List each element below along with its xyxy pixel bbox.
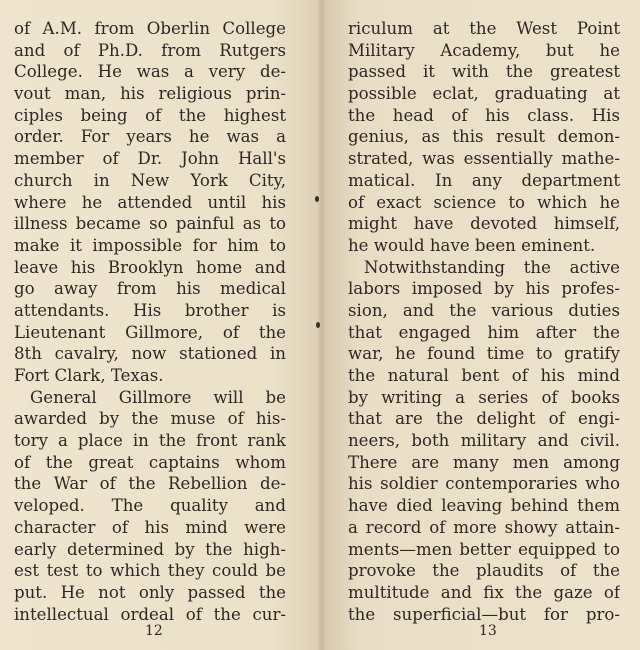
text-line: and of Ph.D. from Rutgers [14,40,286,60]
text-line: possible eclat, graduating at [348,84,620,104]
text-line: have died leaving behind them [348,496,620,516]
text-line: character of his mind were [14,517,286,537]
text-line: church in New York City, [14,170,286,190]
text-line: the superficial—but for pro- [348,604,620,624]
text-line: genius, as this result demon- [348,127,620,147]
text-line: matical. In any department [348,170,620,190]
right-page [322,0,640,650]
text-line: intellectual ordeal of the cur- [14,604,286,624]
text-line: passed it with the greatest [348,62,620,82]
right-page-number: 13 [479,623,497,639]
text-line: war, he found time to gratify [348,344,620,364]
left-page-number: 12 [145,623,163,639]
text-line: that are the delight of engi- [348,409,620,429]
text-line: strated, was essentially mathe- [348,149,620,169]
text-line: order. For years he was a [14,127,286,147]
text-line: make it impossible for him to [14,235,286,255]
text-line: of the great captains whom [14,452,286,472]
left-page-text [14,18,286,625]
ink-speck [316,322,320,328]
text-line: Lieutenant Gillmore, of the [14,322,286,342]
text-line: awarded by the muse of his- [14,409,286,429]
text-line: leave his Brooklyn home and [14,257,286,277]
text-line: a record of more showy attain- [348,517,620,537]
text-line: Fort Clark, Texas. [14,366,164,385]
text-line: of exact science to which he [348,192,620,212]
text-line: 8th cavalry, now stationed in [14,344,286,364]
text-line: multitude and fix the gaze of [348,582,620,602]
text-line: Military Academy, but he [348,40,620,60]
text-line: attendants. His brother is [14,300,286,320]
text-line: go away from his medical [14,279,286,299]
text-line: veloped. The quality and [14,496,286,516]
text-line: ments—men better equipped to [348,539,620,559]
text-line: he would have been eminent. [348,235,596,255]
text-line: where he attended until his [14,192,286,212]
ink-speck [315,196,319,202]
text-line: neers, both military and civil. [348,431,620,451]
text-line: General Gillmore will be [30,387,286,407]
text-line: riculum at the West Point [348,19,620,38]
text-line: provoke the plaudits of the [348,561,620,581]
text-line: the War of the Rebellion de- [14,474,286,494]
text-line: early determined by the high- [14,539,286,559]
text-line: of A.M. from Oberlin College [14,19,286,38]
text-line: the head of his class. His [348,105,620,125]
text-line: tory a place in the front rank [14,431,286,451]
right-page-text [348,18,620,625]
text-line: vout man, his religious prin- [14,84,286,104]
text-line: labors imposed by his profes- [348,279,620,299]
text-line: College. He was a very de- [14,62,286,82]
text-line: Notwithstanding the active [364,257,620,277]
text-line: There are many men among [348,452,620,472]
text-line: illness became so painful as to [14,214,286,234]
text-line: est test to which they could be [14,561,286,581]
text-line: his soldier contemporaries who [348,474,620,494]
text-line: might have devoted himself, [348,214,620,234]
text-line: put. He not only passed the [14,582,286,602]
text-line: sion, and the various duties [348,300,620,320]
text-line: by writing a series of books [348,387,620,407]
text-line: the natural bent of his mind [348,366,620,385]
text-line: member of Dr. John Hall's [14,149,286,169]
text-line: that engaged him after the [348,322,620,342]
text-line: ciples being of the highest [14,105,286,125]
